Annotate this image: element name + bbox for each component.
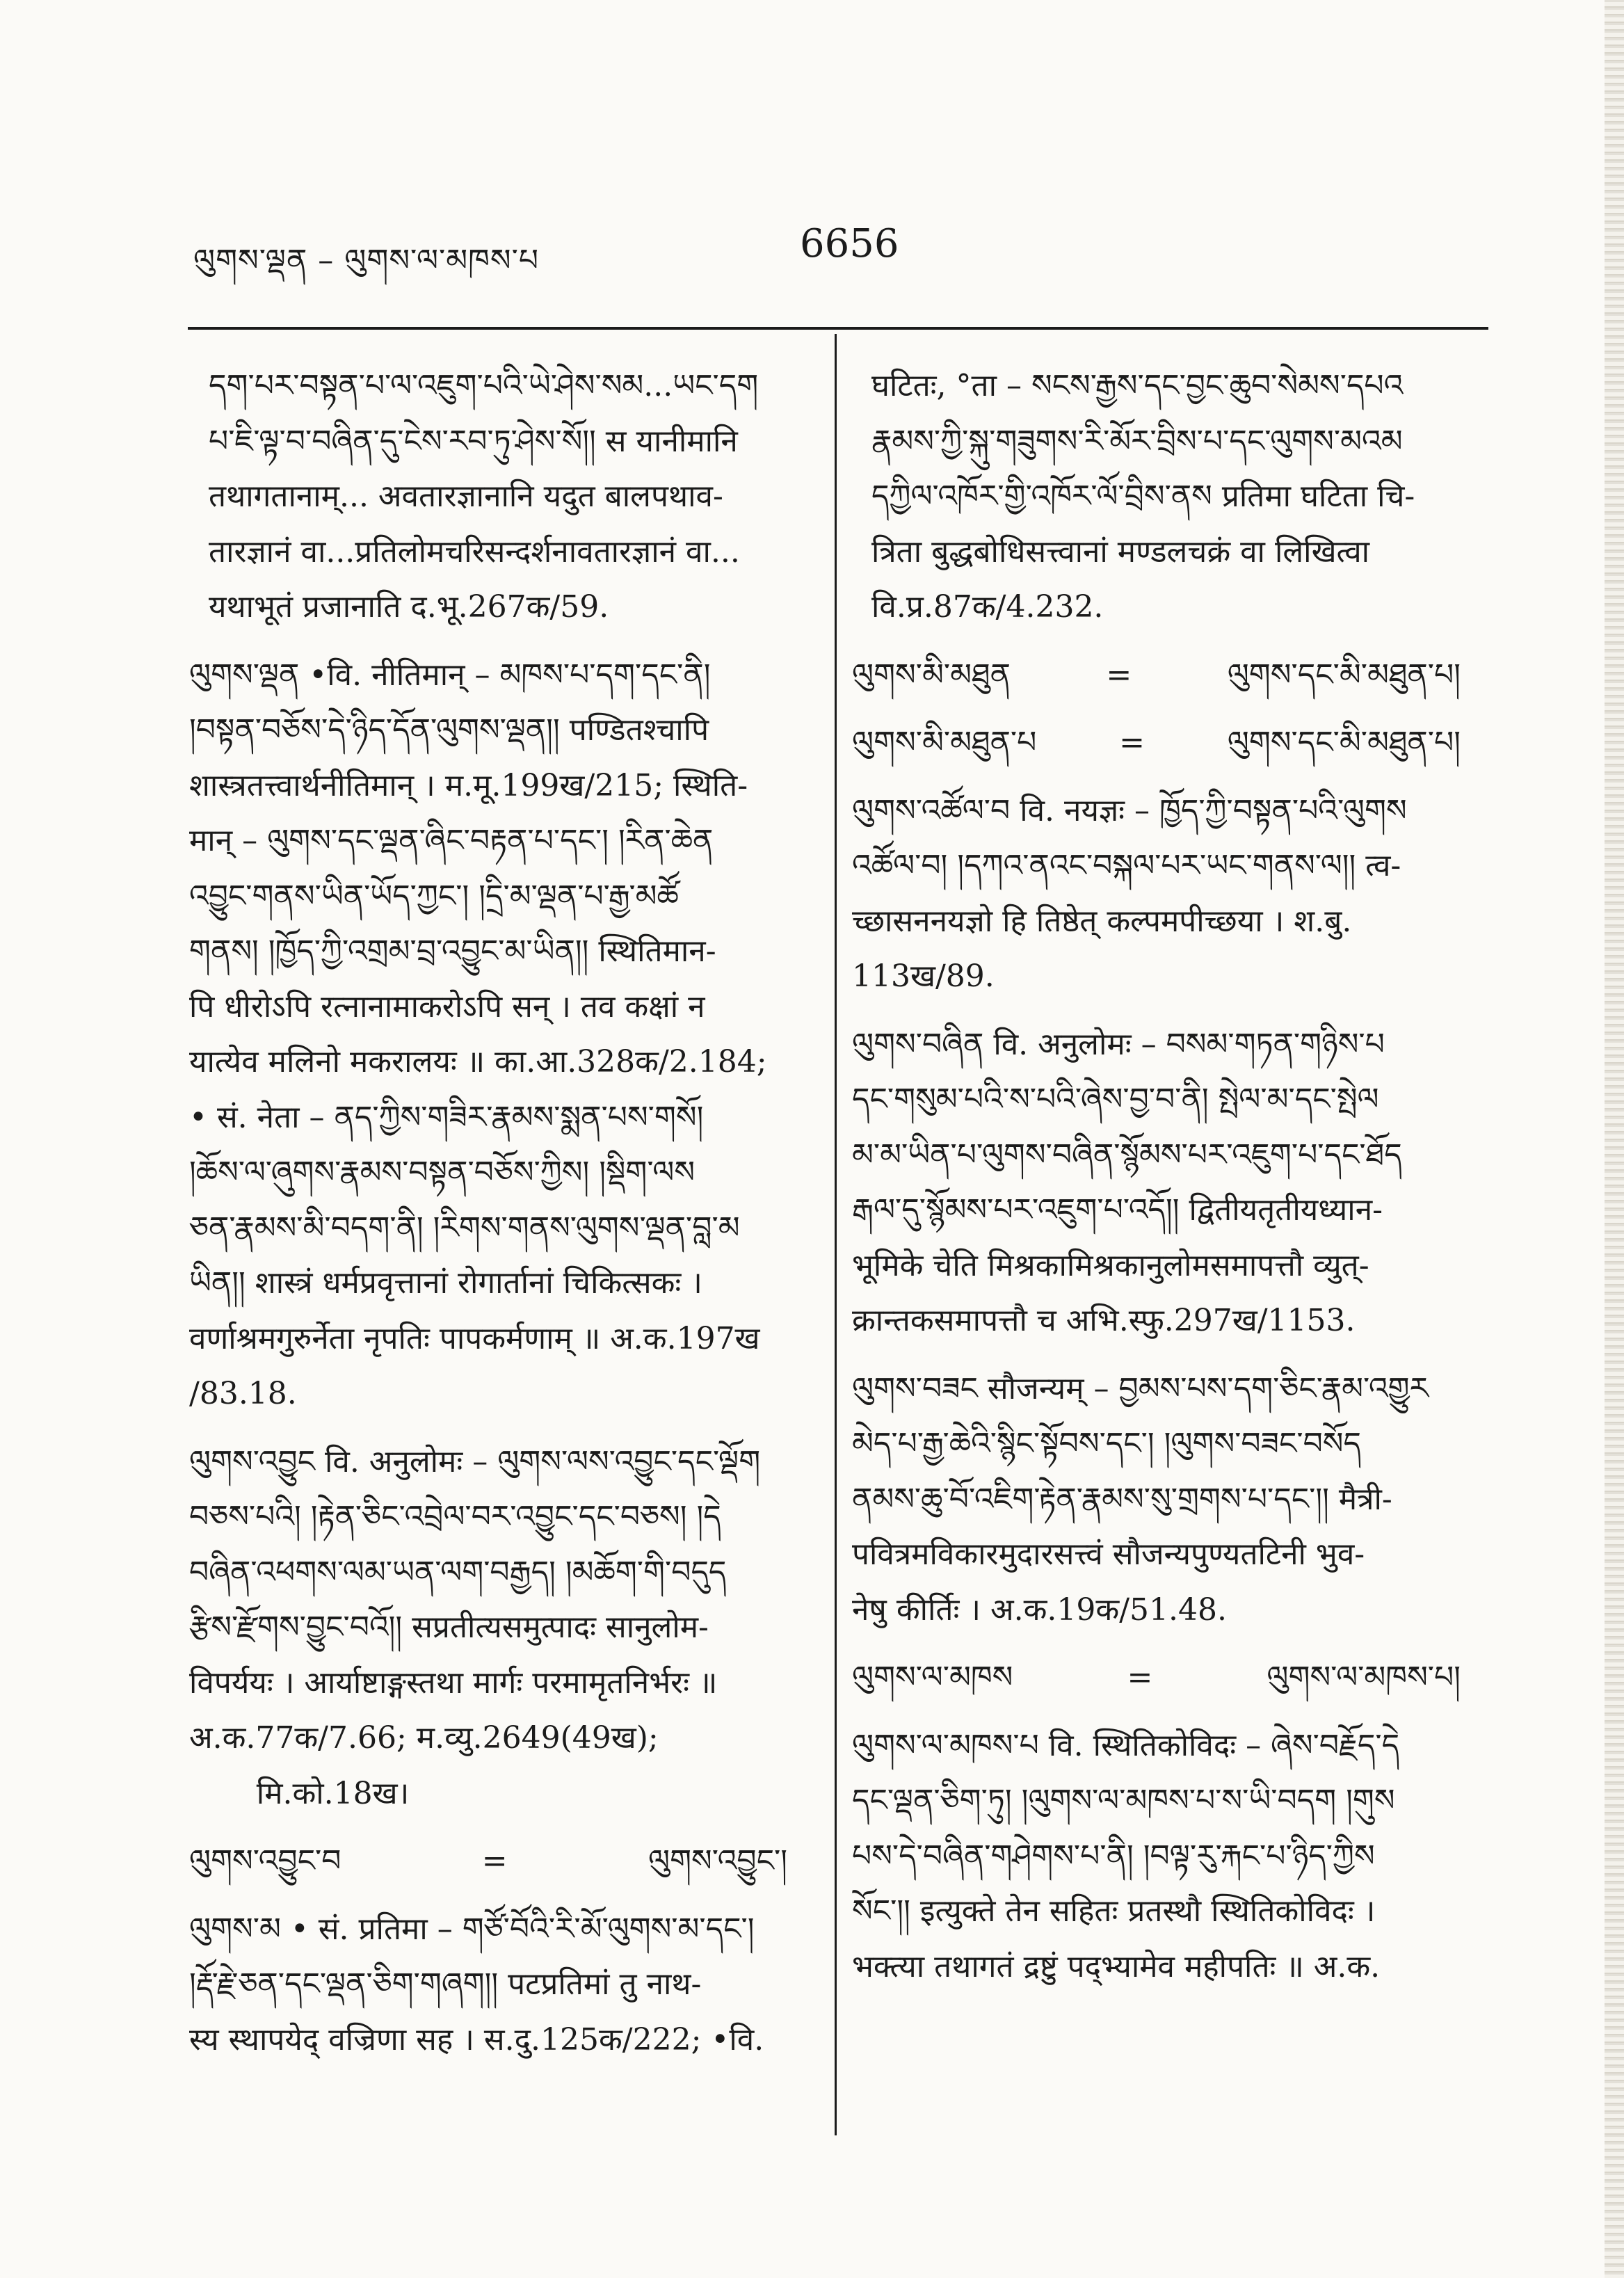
entry-line: ལུགས་ལ་མཁས་པ वि. स्थितिकोविदः – ཞེས་བརྗོད་དེ xyxy=(852,1727,1400,1763)
entry-line: འབྱུང་གནས་ཡིན་ཡོད་ཀྱང་། །དྲི་མ་ལྡན་པ་རྒྱ་མཚོ xyxy=(189,878,679,914)
xref-equals: = xyxy=(481,1843,508,1879)
xref-target: ལུགས་དང་མི་མཐུན་པ། xyxy=(1227,657,1461,693)
entry-line: • सं. नेता – ནད་ཀྱིས་གཟིར་རྣམས་སྨན་པས་གསོ། xyxy=(189,1099,704,1135)
dictionary-entry xyxy=(209,358,815,635)
entry-line: वर्णाश्रमगुरुर्नेता नृपतिः पापकर्मणाम् ॥ अ.क.197ख xyxy=(189,1320,760,1356)
entry-line: ལུགས་འབྱུང वि. अनुलोमः – ལུགས་ལས་འབྱུང་དང་ལྡོག xyxy=(189,1443,761,1479)
xref-equals: = xyxy=(1127,1660,1153,1695)
cross-reference-entry xyxy=(189,1834,815,1889)
entry-line: त्रिता बुद्धबोधिसत्त्वानां मण्डलचक्रं वा लिखित्वा xyxy=(871,534,1370,570)
xref-target: ལུགས་དང་མི་མཐུན་པ། xyxy=(1227,725,1461,760)
dictionary-entry xyxy=(189,1902,815,2068)
page-edge-shadow xyxy=(1605,0,1624,2278)
entry-line: མེད་པ་རྒྱ་ཆེའི་སྙིང་སྟོབས་དང་། །ལུགས་བཟང་བསོད xyxy=(852,1426,1361,1461)
entry-line: यात्येव मलिनो मकरालयः ॥ का.आ.328क/2.184; xyxy=(189,1044,767,1080)
entry-line: ཅན་རྣམས་མི་བདག་ནི། །རིགས་གནས་ལུགས་ལྡན་བླ་མ xyxy=(189,1210,740,1246)
header-rule xyxy=(188,327,1488,330)
left-column xyxy=(189,358,815,2080)
entry-line: नेषु कीर्तिः । अ.क.19क/51.48. xyxy=(852,1591,1227,1628)
entry-line: ལུགས་བཟང सौजन्यम् – བྱམས་པས་དག་ཅིང་རྣམ་འགྱུར xyxy=(852,1370,1429,1406)
entry-line: རྒལ་དུ་སྙོམས་པར་འཇུག་པ་འདོ།། द्वितीयतृतीयध्यान- xyxy=(852,1192,1383,1228)
dictionary-entry xyxy=(871,358,1488,635)
entry-line: शास्त्रतत्त्वार्थनीतिमान् । म.मू.199ख/215; स्थिति- xyxy=(189,767,748,803)
entry-line: བཞིན་འཕགས་ལམ་ཡན་ལག་བརྒྱད། །མཆོག་གི་བདུད xyxy=(189,1554,727,1590)
entry-line: སོང་།། इत्युक्ते तेन सहितः प्रतस्थौ स्थितिकोविदः । xyxy=(852,1893,1376,1929)
page-number: 6656 xyxy=(800,221,899,266)
entry-line: विपर्ययः । आर्याष्टाङ्गस्तथा मार्गः परमामृतनिर्भरः ॥ xyxy=(189,1665,718,1701)
entry-line: भक्त्या तथागतं द्रष्टुं पद्भ्यामेव महीपतिः ॥ अ.क. xyxy=(852,1948,1381,1984)
entry-line: ནམས་ཆུ་བོ་འཇིག་རྟེན་རྣམས་སུ་གྲགས་པ་དང་།། मैत्री- xyxy=(852,1481,1392,1517)
entry-line: རྣམས་ཀྱི་སྐུ་གཟུགས་རི་མོར་བྲིས་པ་དང་ལུགས་མའམ xyxy=(871,423,1403,459)
column-divider xyxy=(835,334,837,2135)
entry-line: 113ख/89. xyxy=(852,958,995,994)
running-head: ལུགས་ལྡན – ལུགས་ལ་མཁས་པ xyxy=(193,243,540,278)
entry-line: पि धीरोऽपि रत्नानामाकरोऽपि सन् । तव कक्षां न xyxy=(189,988,705,1025)
entry-line: पवित्रमविकारमुदारसत्त्वं सौजन्यपुण्यतटिनी भुव- xyxy=(852,1537,1365,1572)
entry-line: ལུགས་བཞིན वि. अनुलोमः – བསམ་གཏན་གཉིས་པ xyxy=(852,1026,1385,1062)
entry-line: तथागतानाम्... अवतारज्ञानानि यदुत बालपथाव- xyxy=(209,479,723,514)
dictionary-entry xyxy=(852,1718,1488,1995)
entry-line: འཚོལ་བ། །དཀའ་ནའང་བསྐལ་པར་ཡང་གནས་ལ།། त्व- xyxy=(852,848,1401,883)
entry-line: ལུགས་མ • सं. प्रतिमा – གཙོ་བོའི་རི་མོ་ལུགས་མ་དང་། xyxy=(189,1911,755,1947)
entry-line: དང་གསུམ་པའི་ས་པའི་ཞེས་བྱ་བ་ནི། སྤེལ་མ་དང་སྤེལ xyxy=(852,1082,1379,1117)
entry-line: भूमिके चेति मिश्रकामिश्रकानुलोमसमापत्तौ व्युत्- xyxy=(852,1247,1369,1283)
entry-line: །རྡོ་རྗེ་ཅན་དང་ལྡན་ཅིག་གཞག།། पटप्रतिमां तु नाथ- xyxy=(189,1966,702,2002)
xref-equals: = xyxy=(1106,657,1132,693)
entry-line: །ཆོས་ལ་ཞུགས་རྣམས་བསྟན་བཅོས་ཀྱིས། །སྡིག་ལས xyxy=(189,1155,696,1190)
entry-line: པ་ཇི་ལྟ་བ་བཞིན་དུ་ངེས་རབ་ཏུ་ཤེས་སོ།། स यानीमानि xyxy=(209,423,738,459)
entry-line: །བསྟན་བཅོས་དེ་ཉིད་དོན་ལུགས་ལྡན།། पण्डितश्चापि xyxy=(189,712,709,748)
entry-line: ལུགས་འཚོལ་བ वि. नयज्ञः – ཁྱོད་ཀྱི་བསྟན་པའི་ལུགས xyxy=(852,792,1407,828)
entry-line: स्य स्थापयेद् वज्रिणा सह । स.दु.125क/222; •वि. xyxy=(189,2021,764,2058)
entry-line: པས་དེ་བཞིན་གཤེགས་པ་ནི། །བལྟ་རུ་རྐང་པ་ཉིད་ཀྱིས xyxy=(852,1838,1375,1874)
cross-reference-entry xyxy=(852,715,1488,771)
entry-line: /83.18. xyxy=(189,1376,297,1411)
entry-line: तारज्ञानं वा...प्रतिलोमचरिसन्दर्शनावतारज्ञानं वा... xyxy=(209,534,740,570)
xref-equals: = xyxy=(1119,725,1145,760)
entry-line: དག་པར་བསྟན་པ་ལ་འཇུག་པའི་ཡེ་ཤེས་སམ...ཡང་དག xyxy=(209,368,759,403)
entry-line: བཅས་པའི། །རྟེན་ཅིང་འབྲེལ་བར་འབྱུང་དང་བཅས། །དེ xyxy=(189,1499,721,1534)
dictionary-entry xyxy=(189,648,815,1422)
entry-line: རྩིས་རྫོགས་བྱུང་བའོ།། सप्रतीत्यसमुत्पादः सानुलोम- xyxy=(189,1610,709,1645)
xref-target: ལུགས་ལ་མཁས་པ། xyxy=(1267,1660,1461,1695)
entry-line: घटितः, °ता – སངས་རྒྱས་དང་བྱང་ཆུབ་སེམས་དཔའ xyxy=(871,368,1404,403)
dictionary-entry xyxy=(852,783,1488,1004)
entry-line: अ.क.77क/7.66; म.व्यु.2649(49ख); मि.को.18ख। xyxy=(189,1720,659,1811)
cross-reference-entry xyxy=(852,1650,1488,1706)
xref-headword: ལུགས་མི་མཐུན་པ xyxy=(852,725,1037,760)
dictionary-entry xyxy=(852,1017,1488,1349)
xref-headword: ལུགས་ལ་མཁས xyxy=(852,1660,1013,1695)
entry-line: མ་མ་ཡིན་པ་ལུགས་བཞིན་སྙོམས་པར་འཇུག་པ་དང་ཐོད xyxy=(852,1137,1402,1173)
entry-line: क्रान्तकसमापत्तौ च अभि.स्फु.297ख/1153. xyxy=(852,1303,1356,1338)
right-column xyxy=(852,358,1488,2007)
entry-line: वि.प्र.87क/4.232. xyxy=(871,589,1104,625)
xref-headword: ལུགས་མི་མཐུན xyxy=(852,657,1011,693)
entry-line: གནས། །ཁྱོད་ཀྱི་འགྲམ་བྲ་འབྱུང་མ་ཡིན།། स्थितिमान- xyxy=(189,933,716,969)
cross-reference-entry xyxy=(852,648,1488,703)
xref-headword: ལུགས་འབྱུང་བ xyxy=(189,1843,341,1879)
entry-line: ལུགས་ལྡན •वि. नीतिमान् – མཁས་པ་དག་དང་ནི། xyxy=(189,657,711,693)
dictionary-entry xyxy=(852,1361,1488,1638)
entry-line: ཡིན།། शास्त्रं धर्मप्रवृत्तानां रोगार्तानां चिकित्सकः । xyxy=(189,1265,702,1301)
entry-line: च्छासननयज्ञो हि तिष्ठेत् कल्पमपीच्छया । श.बु. xyxy=(852,903,1352,939)
entry-line: मान् – ལུགས་དང་ལྡན་ཞིང་བརྟན་པ་དང་། །རིན་ཆེན xyxy=(189,823,714,858)
entry-line: དཀྱིལ་འཁོར་གྱི་འཁོར་ལོ་བྲིས་ནས प्रतिमा घटिता चि- xyxy=(871,479,1415,514)
entry-line: यथाभूतं प्रजानाति द.भू.267क/59. xyxy=(209,589,609,625)
entry-line: དང་ལྡན་ཅིག་ཏུ། །ལུགས་ལ་མཁས་པ་ས་ཡི་བདག །གུས xyxy=(852,1783,1395,1818)
dictionary-entry xyxy=(189,1434,815,1822)
xref-target: ལུགས་འབྱུང་། xyxy=(648,1843,787,1879)
